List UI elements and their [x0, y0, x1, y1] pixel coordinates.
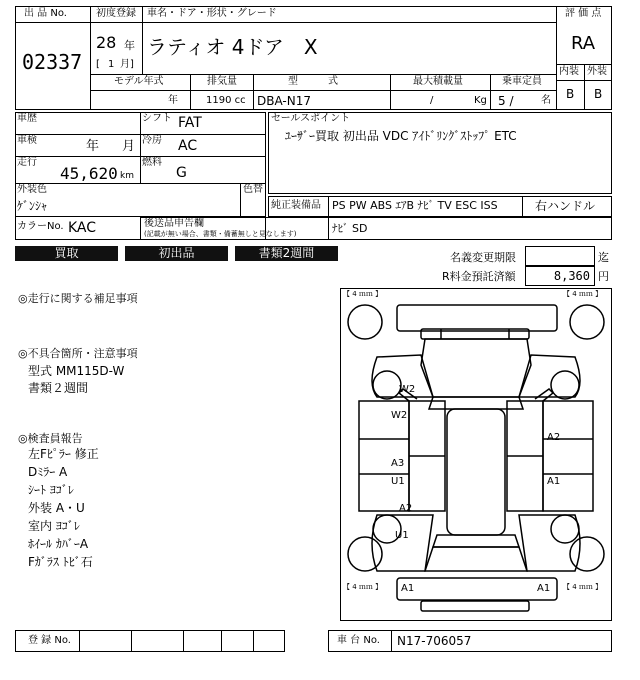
registration-number-box [15, 630, 285, 652]
notes-inspector-line: Fｶﾞﾗｽ ﾄﾋﾞ石 [28, 555, 93, 569]
max-load-label: 最大積載量 [413, 76, 463, 87]
tire-depth-rear-right: 【 4 ｍｍ 】 [563, 583, 603, 591]
chassis-number-label: 車 台 No. [337, 635, 380, 646]
tire-depth-rear-left: 【 4 ｍｍ 】 [343, 583, 383, 591]
first-reg-month-unit: 月] [120, 59, 134, 70]
capacity-label: 乗車定員 [502, 76, 542, 87]
notes-inspector-line: Dﾐﾗｰ A [28, 465, 68, 479]
name-change-suffix: 迄 [598, 251, 609, 264]
damage-mark-w2-windshield: W2 [399, 384, 416, 395]
damage-mark-a2-right: A2 [547, 432, 561, 443]
chassis-number-box [328, 630, 612, 652]
steering-value: 右ハンドル [535, 199, 596, 213]
displacement-value: 1190 cc [206, 95, 246, 106]
recycle-field [525, 266, 595, 286]
sales-point-label: セールスポイント [271, 113, 351, 124]
car-diagram [340, 288, 612, 621]
type-label: 型 式 [288, 76, 338, 87]
post-declaration-label: 後送品申告欄 [144, 218, 204, 229]
interior-label: 内装 [559, 66, 579, 77]
damage-mark-a2-left: A2 [399, 503, 413, 514]
car-name-label: 車名・ドア・形状・グレード [147, 8, 277, 19]
rating-label: 評 価 点 [565, 8, 602, 19]
post-declaration-note: (記載が無い場合、書類・備蓄無しと見なします) [144, 230, 297, 238]
capacity-value: 5 / [498, 94, 514, 108]
badge-docs-2weeks: 書類2週間 [235, 246, 338, 261]
car-name: ラティオ 4ドア X [147, 35, 318, 59]
equipment-label: 純正装備品 [271, 200, 321, 211]
recycle-value: 8,360 [553, 269, 590, 283]
notes-inspector-line: ｼｰﾄ ﾖｺﾞﾚ [28, 483, 74, 497]
damage-mark-u1-left: U1 [391, 476, 405, 487]
damage-mark-a1-bumper-left: A1 [401, 583, 415, 594]
tire-depth-front-right: 【 4 ｍｍ 】 [563, 290, 603, 298]
notes-section-inspector-title: ◎検査員報告 [18, 432, 83, 445]
notes-defect-line: 書類２週間 [28, 381, 89, 395]
tire-depth-front-left: 【 4 ｍｍ 】 [343, 290, 383, 298]
notes-inspector-line: 室内 ﾖｺﾞﾚ [28, 519, 80, 533]
exterior-label: 外装 [587, 66, 607, 77]
lot-label: 出 品 No. [24, 8, 67, 19]
color-change-label: 色替 [243, 184, 263, 195]
max-load-slash: / [430, 95, 434, 106]
first-reg-label: 初度登録 [96, 8, 136, 19]
ac-label: 冷房 [142, 135, 162, 146]
equipment-value: PS PW ABS ｴｱB ﾅﾋﾞ TV ESC ISS [332, 199, 498, 212]
badge-first-listing: 初出品 [125, 246, 228, 261]
notes-section-mileage-title: ◎走行に関する補足事項 [18, 292, 138, 305]
history-label: 車歴 [17, 113, 37, 124]
displacement-label: 排気量 [207, 76, 237, 87]
shift-label: シフト [142, 113, 172, 124]
name-change-label: 名義変更期限 [450, 251, 516, 264]
damage-mark-u1-left-rear: U1 [395, 530, 409, 541]
ac-value: AC [178, 138, 198, 154]
shift-value: FAT [178, 115, 202, 131]
model-year-label: モデル年式 [114, 76, 164, 87]
notes-inspector-line: 左Fﾋﾟﾗｰ 修正 [28, 447, 99, 461]
recycle-label: R料金預託済額 [442, 270, 516, 283]
registration-number-label: 登 録 No. [28, 635, 71, 646]
damage-mark-a3: A3 [391, 458, 405, 469]
inspection-year: 年 [86, 139, 100, 154]
name-change-field [525, 246, 595, 266]
lot-number: 02337 [22, 50, 83, 74]
inspection-month: 月 [122, 139, 136, 154]
damage-mark-a1-bumper-right: A1 [537, 583, 551, 594]
ext-color-value: ｹﾞﾝｼｬ [17, 199, 48, 213]
sales-point-text: ﾕｰｻﾞｰ買取 初出品 VDC ｱｲﾄﾞﾘﾝｸﾞｽﾄｯﾌﾟ ETC [285, 129, 517, 143]
capacity-unit: 名 [541, 95, 551, 106]
mileage-label: 走行 [17, 157, 37, 168]
ext-color-label: 外装色 [17, 184, 47, 195]
mileage-unit: km [120, 171, 134, 181]
notes-inspector-line: ﾎｲｰﾙ ｶﾊﾞｰA [28, 537, 89, 551]
first-reg-year: 28 [96, 33, 117, 52]
rating-value: RA [571, 33, 596, 54]
notes-inspector-line: 外装 A・U [28, 501, 85, 515]
max-load-unit: Kg [474, 95, 487, 106]
interior-grade: B [566, 87, 575, 101]
exterior-grade: B [594, 87, 603, 101]
damage-mark-a1-right: A1 [547, 476, 561, 487]
color-no-value: KAC [68, 220, 97, 236]
model-year-unit: 年 [168, 95, 178, 106]
chassis-number-value: N17-706057 [397, 634, 472, 648]
notes-section-defects-title: ◎不具合箇所・注意事項 [18, 347, 138, 360]
badge-buyback: 買取 [15, 246, 118, 261]
notes-defect-line: 型式 MM115D-W [28, 364, 125, 378]
fuel-label: 燃料 [142, 157, 162, 168]
first-reg-year-unit: 年 [124, 39, 135, 52]
post-declaration-value: ﾅﾋﾞ SD [332, 222, 368, 235]
fuel-value: G [176, 165, 187, 181]
first-reg-month: 1 [108, 59, 115, 70]
type-value: DBA-N17 [257, 94, 311, 108]
first-reg-month-open: [ [96, 59, 100, 70]
inspection-label: 車検 [17, 135, 37, 146]
recycle-unit: 円 [598, 270, 609, 283]
mileage-value: 45,620 [60, 164, 118, 183]
car-outline [341, 289, 611, 620]
damage-mark-w2-side: W2 [391, 410, 408, 421]
color-no-label: カラーNo. [17, 221, 64, 232]
